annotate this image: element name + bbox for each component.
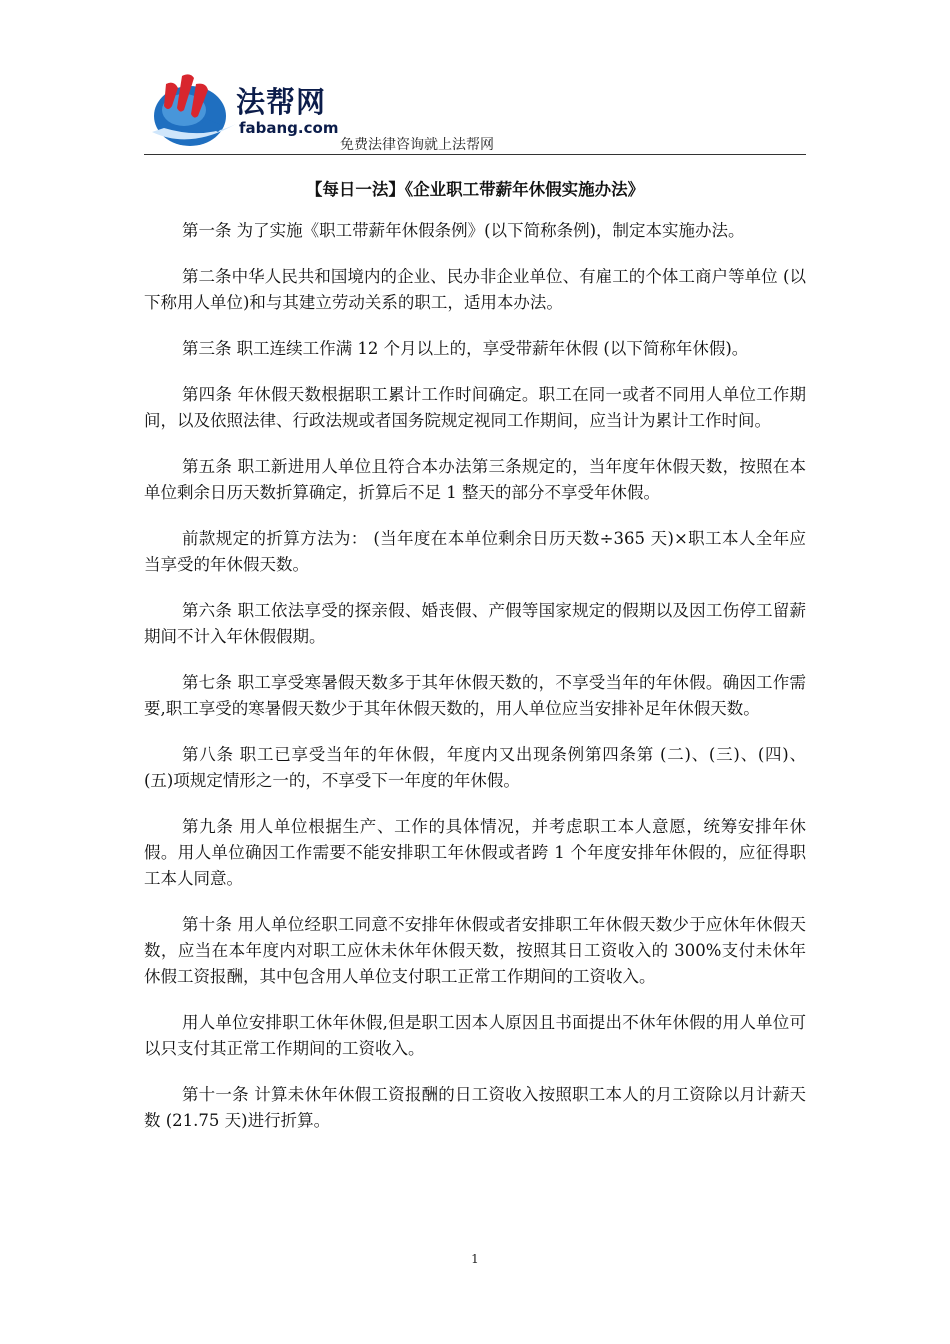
paragraph-article-5: 第五条 职工新进用人单位且符合本办法第三条规定的，当年度年休假天数，按照在本单位剩余日历天数折算确定，折算后不足 1 整天的部分不享受年休假。 bbox=[144, 457, 806, 502]
paragraph-article-10-supplement: 用人单位安排职工休年休假,但是职工因本人原因且书面提出不休年休假的用人单位可以只支付其正常工作期间的工资收入。 bbox=[144, 1013, 806, 1058]
document-title: 【每日一法】《企业职工带薪年休假实施办法》 bbox=[305, 180, 645, 199]
header-tagline: 免费法律咨询就上法帮网 bbox=[340, 137, 494, 153]
paragraph-article-5-formula: 前款规定的折算方法为： (当年度在本单位剩余日历天数÷365 天)×职工本人全年应当享受的年休假天数。 bbox=[144, 529, 806, 574]
paragraph-article-9: 第九条 用人单位根据生产、工作的具体情况，并考虑职工本人意愿，统筹安排年休假。用人单位确因工作需要不能安排职工年休假或者跨 1 个年度安排年休假的，应征得职工本人同意。 bbox=[144, 817, 806, 888]
paragraph-article-6: 第六条 职工依法享受的探亲假、婚丧假、产假等国家规定的假期以及因工伤停工留薪期间不计入年休假假期。 bbox=[144, 601, 806, 646]
paragraph-article-8: 第八条 职工已享受当年的年休假，年度内又出现条例第四条第 (二)、(三)、(四)、 (五)项规定情形之一的，不享受下一年度的年休假。 bbox=[144, 745, 806, 790]
page-number: 1 bbox=[471, 1252, 479, 1266]
paragraph-article-3: 第三条 职工连续工作满 12 个月以上的，享受带薪年休假 (以下简称年休假)。 bbox=[181, 339, 749, 358]
document-body bbox=[144, 218, 806, 1154]
paragraph-article-2: 第二条中华人民共和国境内的企业、民办非企业单位、有雇工的个体工商户等单位 (以下称用人单位)和与其建立劳动关系的职工，适用本办法。 bbox=[144, 267, 806, 312]
paragraph-article-11: 第十一条 计算未休年休假工资报酬的日工资收入按照职工本人的月工资除以月计薪天数 (21.75 天)进行折算。 bbox=[144, 1085, 806, 1130]
paragraph-article-4: 第四条 年休假天数根据职工累计工作时间确定。职工在同一或者不同用人单位工作期间，以及依照法律、行政法规或者国务院规定视同工作期间，应当计为累计工作时间。 bbox=[144, 385, 806, 430]
logo-chinese-text: 法帮网 bbox=[236, 85, 327, 119]
paragraph-article-7: 第七条 职工享受寒暑假天数多于其年休假天数的，不享受当年的年休假。确因工作需要,职工享受的寒暑假天数少于其年休假天数的，用人单位应当安排补足年休假天数。 bbox=[144, 673, 806, 718]
logo-domain-text: fabang.com bbox=[239, 119, 339, 137]
paragraph-article-10: 第十条 用人单位经职工同意不安排年休假或者安排职工年休假天数少于应休年休假天数，应当在本年度内对职工应休未休年休假天数，按照其日工资收入的 300%支付未休年休假工资报酬，其中包含用人单位支付职工正常工作期间的工资收入。 bbox=[144, 915, 806, 986]
paragraph-article-1: 第一条 为了实施《职工带薪年休假条例》(以下简称条例)，制定本实施办法。 bbox=[181, 221, 745, 240]
fabang-logo bbox=[144, 66, 344, 152]
fabang-globe-icon bbox=[144, 66, 240, 152]
page-header bbox=[144, 66, 806, 155]
